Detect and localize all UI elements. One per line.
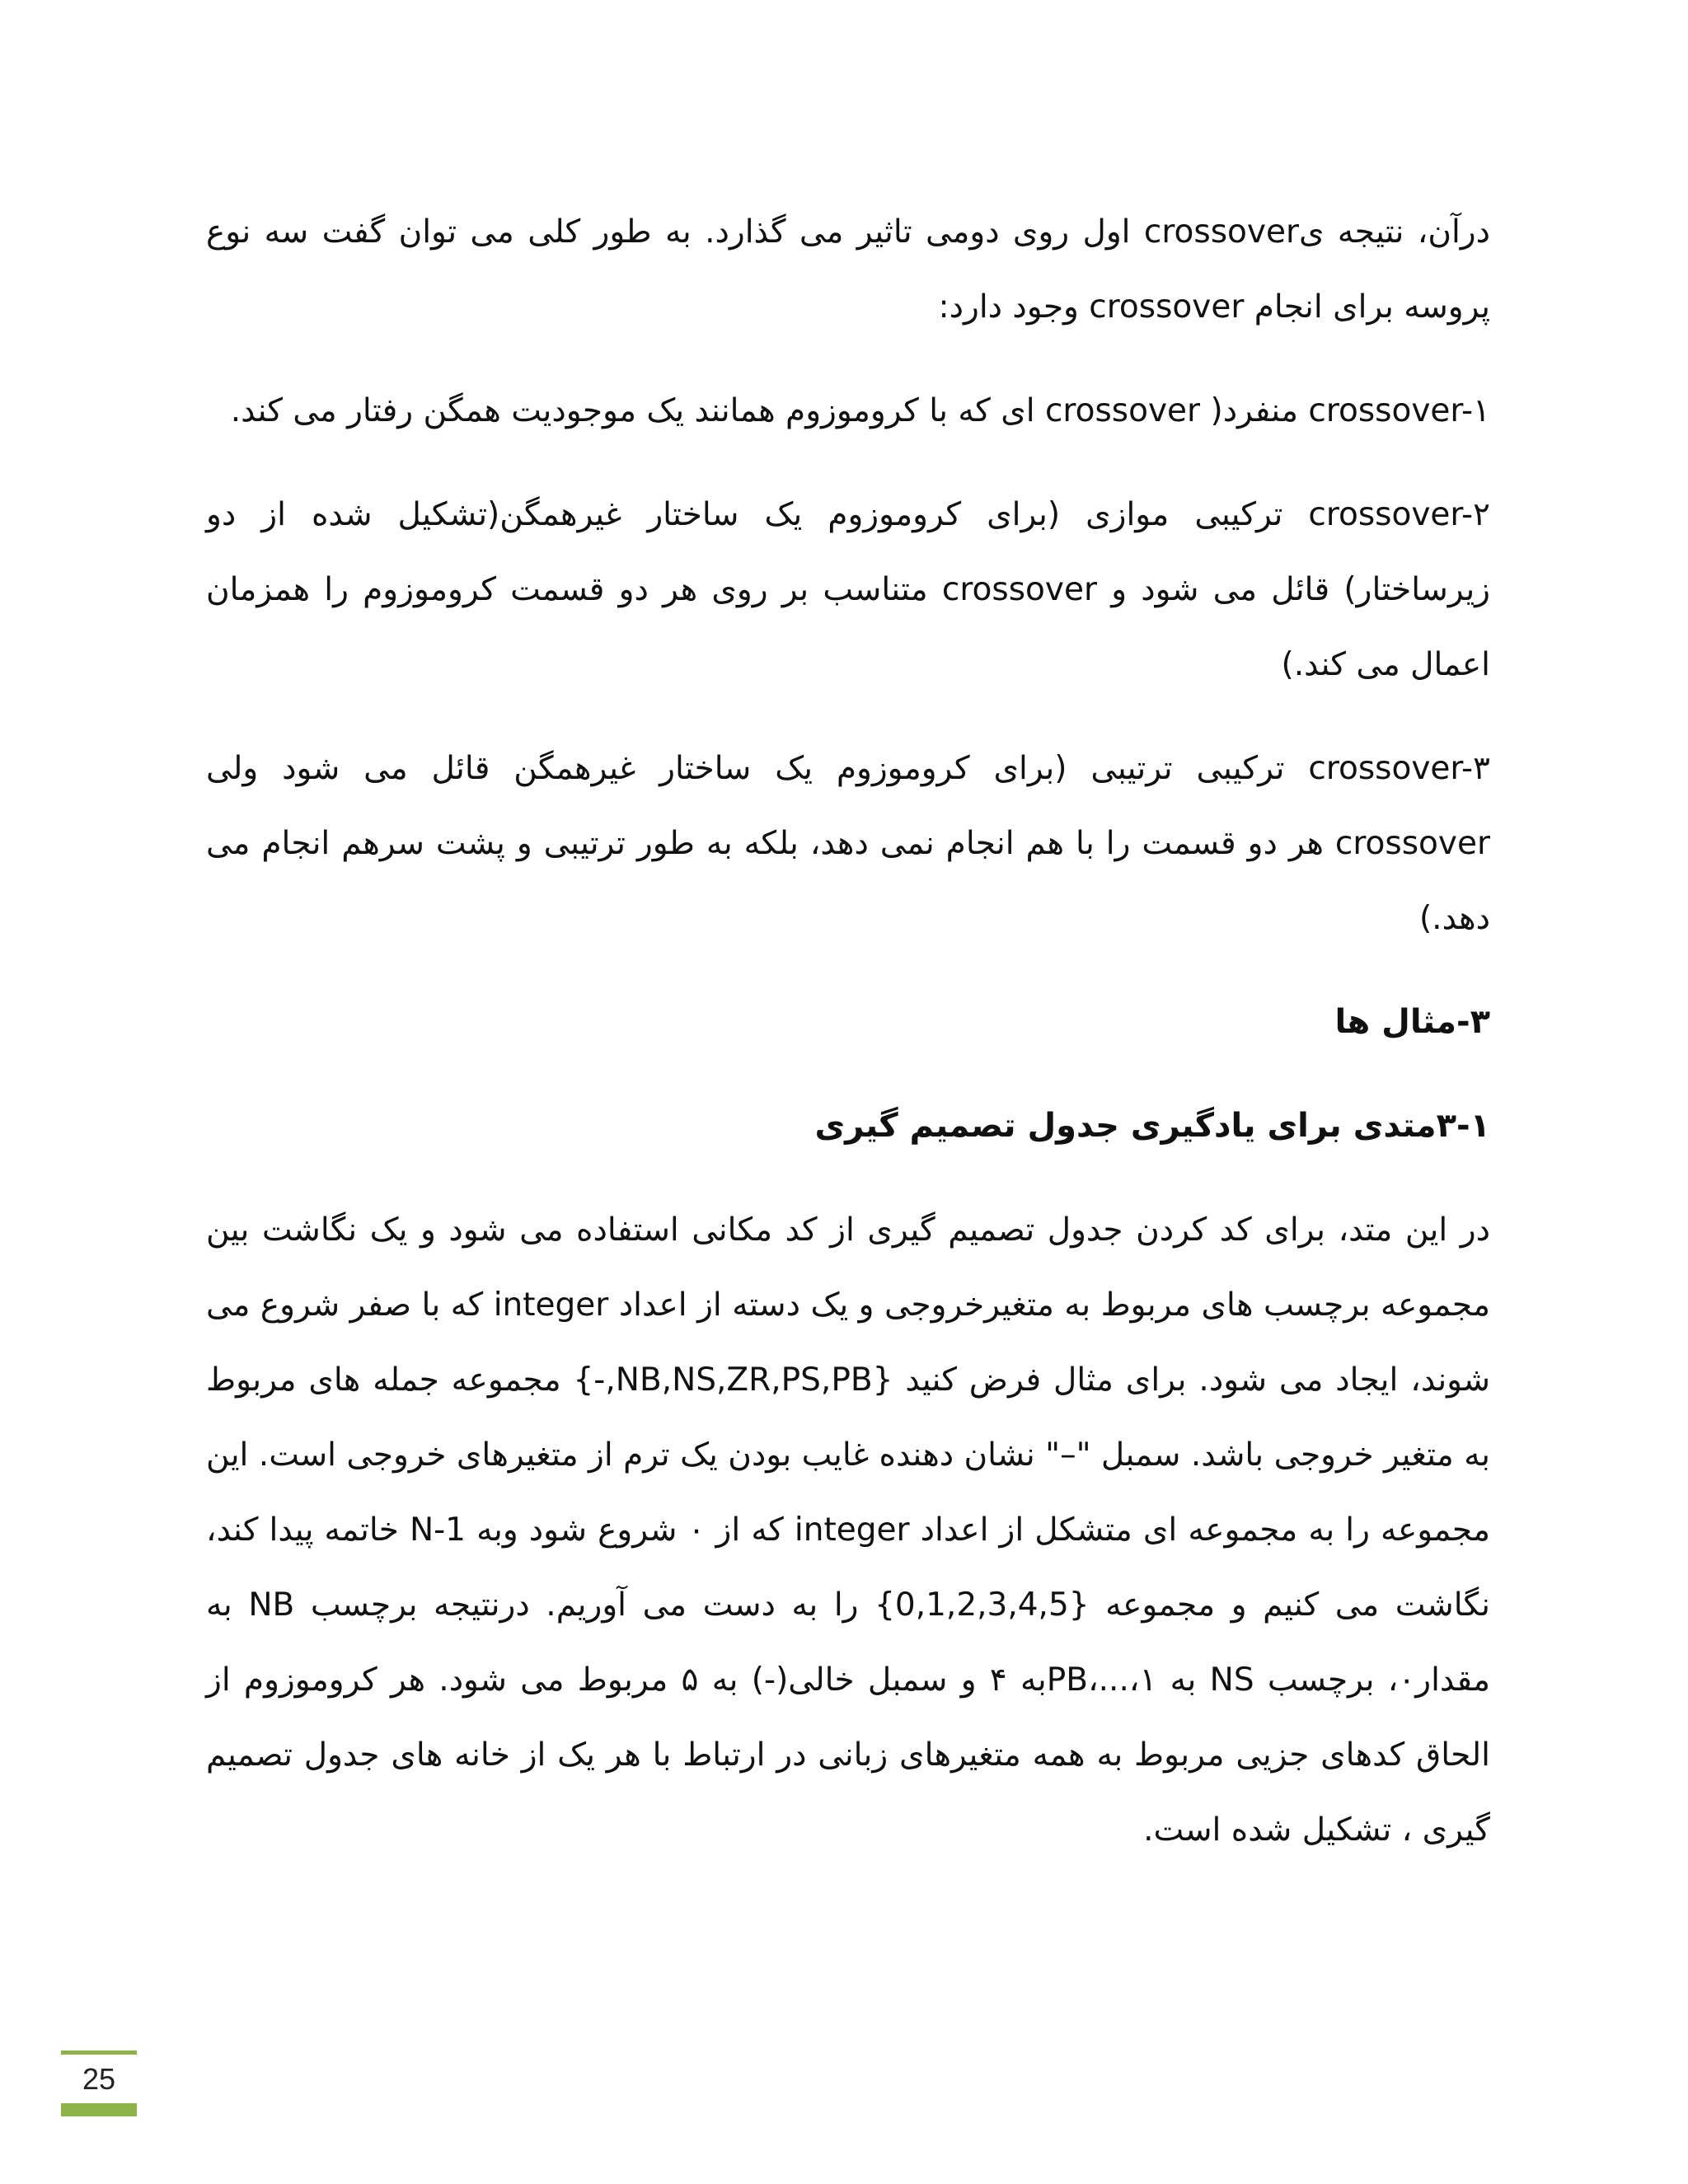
footer-bottom-bar xyxy=(61,2103,137,2116)
intro-paragraph: درآن، نتیجه یcrossover اول روی دومی تاثیر می گذارد. به طور کلی می توان گفت سه نوع پروسه برای انجام crossover وجود دارد: xyxy=(206,213,1490,326)
list-item-crossover-3: crossover-۳ ترکیبی ترتیبی (برای کروموزوم یک ساختار غیرهمگن قائل می شود ولی crossover هر دو قسمت را با هم انجام نمی دهد، بلکه به طور ترتیبی و پشت سرهم انجام می دهد.) xyxy=(206,750,1490,937)
section-heading-examples: ۳-مثال ها xyxy=(1334,1003,1490,1041)
page-number: 25 xyxy=(82,2062,116,2096)
list-item-crossover-1: crossover-۱ منفرد( crossover ای که با کروموزوم همانند یک موجودیت همگن رفتار می کند. xyxy=(230,392,1490,429)
subsection-heading-method: ۳-۱متدی برای یادگیری جدول تصمیم گیری xyxy=(814,1107,1490,1145)
page-number-footer xyxy=(61,2050,137,2116)
method-paragraph: در این متد، برای کد کردن جدول تصمیم گیری از کد مکانی استفاده می شود و یک نگاشت بین مجموعه برچسب های مربوط به متغیرخروجی و یک دسته از اعداد integer که با صفر شروع می شوند، ایجاد می شود. برای مثال فرض کنید {NB,NS,ZR,PS,PB,-} مجموعه جمله های مربوط به متغیر خروجی باشد. سمبل "–" نشان دهنده غایب بودن یک ترم از متغیرهای خروجی است. این مجموعه را به مجموعه ای متشکل از اعداد integer که از ۰ شروع شود وبه N-1 خاتمه پیدا کند، نگاشت می کنیم و مجموعه {0,1,2,3,4,5} را به دست می آوریم. درنتیجه برچسب NB به مقدار۰، برچسب NS به ۱،...،PBبه ۴ و سمبل خالی(-) به ۵ مربوط می شود. هر کروموزوم از الحاق کدهای جزیی مربوط به همه متغیرهای زبانی در ارتباط با هر یک از خانه های جدول تصمیم گیری ، تشکیل شده است. xyxy=(206,1212,1490,1849)
footer-top-rule xyxy=(61,2050,137,2055)
document-body xyxy=(206,194,1490,1896)
list-item-crossover-2: crossover-۲ ترکیبی موازی (برای کروموزوم یک ساختار غیرهمگن(تشکیل شده از دو زیرساختار) قائل می شود و crossover متناسب بر روی هر دو قسمت کروموزوم را همزمان اعمال می کند.) xyxy=(206,496,1491,683)
